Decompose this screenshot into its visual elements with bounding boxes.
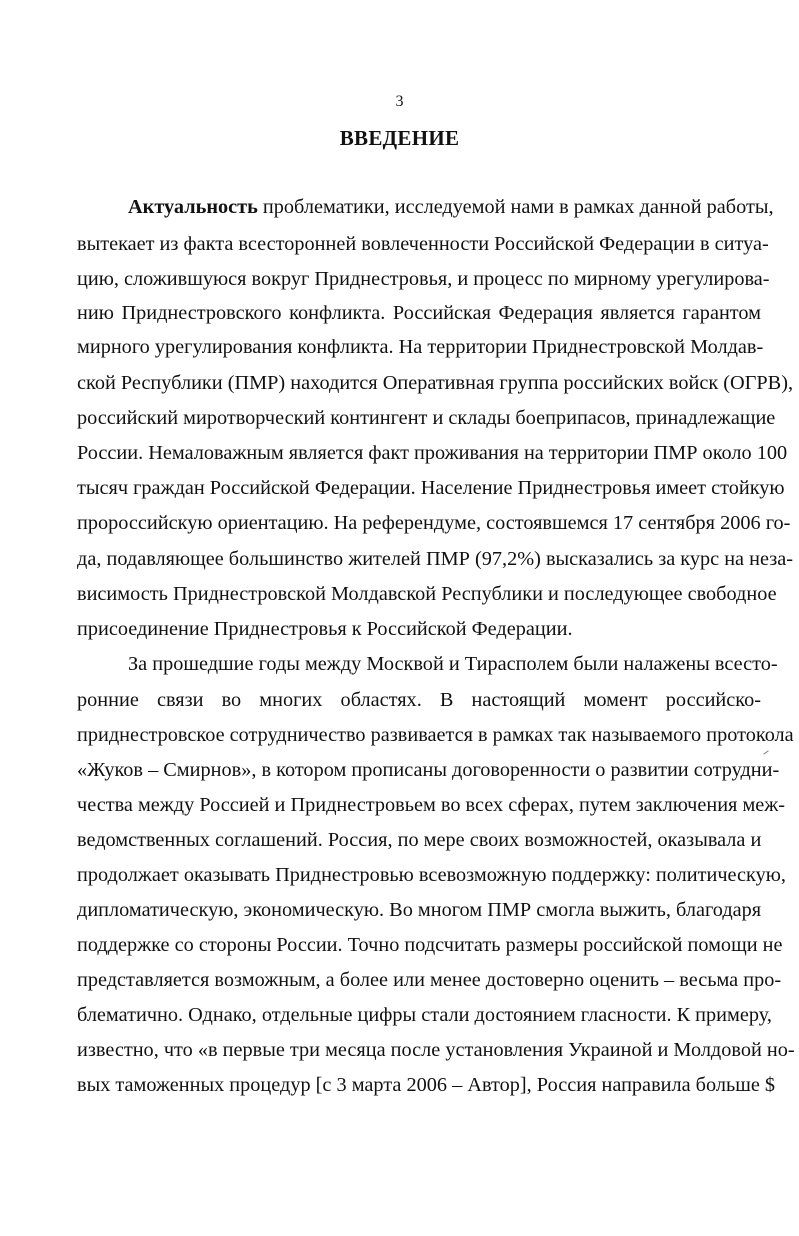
paragraph-2-line-5: чества между Россией и Приднестровьем во всех сферах, путем заключения меж- [77, 794, 786, 816]
paragraph-1-line-9: тысяч граждан Российской Федерации. Население Приднестровья имеет стойкую [77, 477, 785, 499]
paragraph-1-line-6: ской Республики (ПМР) находится Оперативная группа российских войск (ОГРВ), [77, 372, 794, 394]
paragraph-2-line-4: «Жуков – Смирнов», в котором прописаны договоренности о развитии сотрудни- [77, 759, 780, 781]
paragraph-1-line-2: вытекает из факта всесторонней вовлеченности Российской Федерации в ситуа- [77, 233, 769, 255]
paragraph-1-line-8: России. Немаловажным является факт проживания на территории ПМР около 100 [77, 442, 788, 464]
paragraph-2-line-10: представляется возможным, а более или менее достоверно оценить – весьма про- [77, 969, 782, 991]
paragraph-1-line-12: висимость Приднестровской Молдавской Республики и последующее свободное [77, 583, 777, 605]
paragraph-1-line-3: цию, сложившуюся вокруг Приднестровья, и процесс по мирному урегулирова- [77, 268, 770, 290]
paragraph-2-line-8: дипломатическую, экономическую. Во многом ПМР смогла выжить, благодаря [77, 899, 762, 921]
paragraph-1-line-11: да, подавляющее большинство жителей ПМР (97,2%) высказались за курс на неза- [77, 548, 794, 570]
paragraph-2-line-2: ронние связи во многих областях. В настоящий момент российско- [77, 689, 761, 711]
margin-mark [763, 750, 768, 754]
paragraph-2-line-9: поддержке со стороны России. Точно подсчитать размеры российской помощи не [77, 934, 783, 956]
paragraph-1-line-1 [128, 190, 774, 224]
paragraph-1-line-13: присоединение Приднестровья к Российской Федерации. [77, 618, 573, 640]
paragraph-2-line-1: За прошедшие годы между Москвой и Тирасполем были налажены всесто- [128, 653, 778, 675]
paragraph-2-line-3: приднестровское сотрудничество развивается в рамках так называемого протокола [77, 724, 794, 746]
paragraph-1-line-5: мирного урегулирования конфликта. На территории Приднестровской Молдав- [77, 336, 764, 358]
paragraph-2-line-7: продолжает оказывать Приднестровью всевозможную поддержку: политическую, [77, 864, 786, 886]
paragraph-1-line-10: пророссийскую ориентацию. На референдуме, состоявшемся 17 сентября 2006 го- [77, 512, 791, 534]
paragraph-2-line-6: ведомственных соглашений. Россия, по мере своих возможностей, оказывала и [77, 829, 762, 851]
page-number: 3 [395, 93, 404, 110]
paragraph-2-line-11: блематично. Однако, отдельные цифры стали достоянием гласности. К примеру, [77, 1004, 772, 1026]
page-title: ВВЕДЕНИЕ [339, 126, 460, 150]
paragraph-1-line-4: нию Приднестровского конфликта. Российская Федерация является гарантом [77, 302, 761, 324]
paragraph-1-line-1-text: проблематики, исследуемой нами в рамках данной работы, [257, 196, 774, 218]
lead-word: Актуальность [128, 196, 258, 218]
paragraph-2-line-13: вых таможенных процедур [с 3 марта 2006 – Автор], Россия направила больше $ [77, 1074, 776, 1096]
paragraph-1-line-7: российский миротворческий контингент и склады боеприпасов, принадлежащие [77, 407, 776, 429]
paragraph-2-line-12: известно, что «в первые три месяца после установления Украиной и Молдовой но- [77, 1039, 795, 1061]
